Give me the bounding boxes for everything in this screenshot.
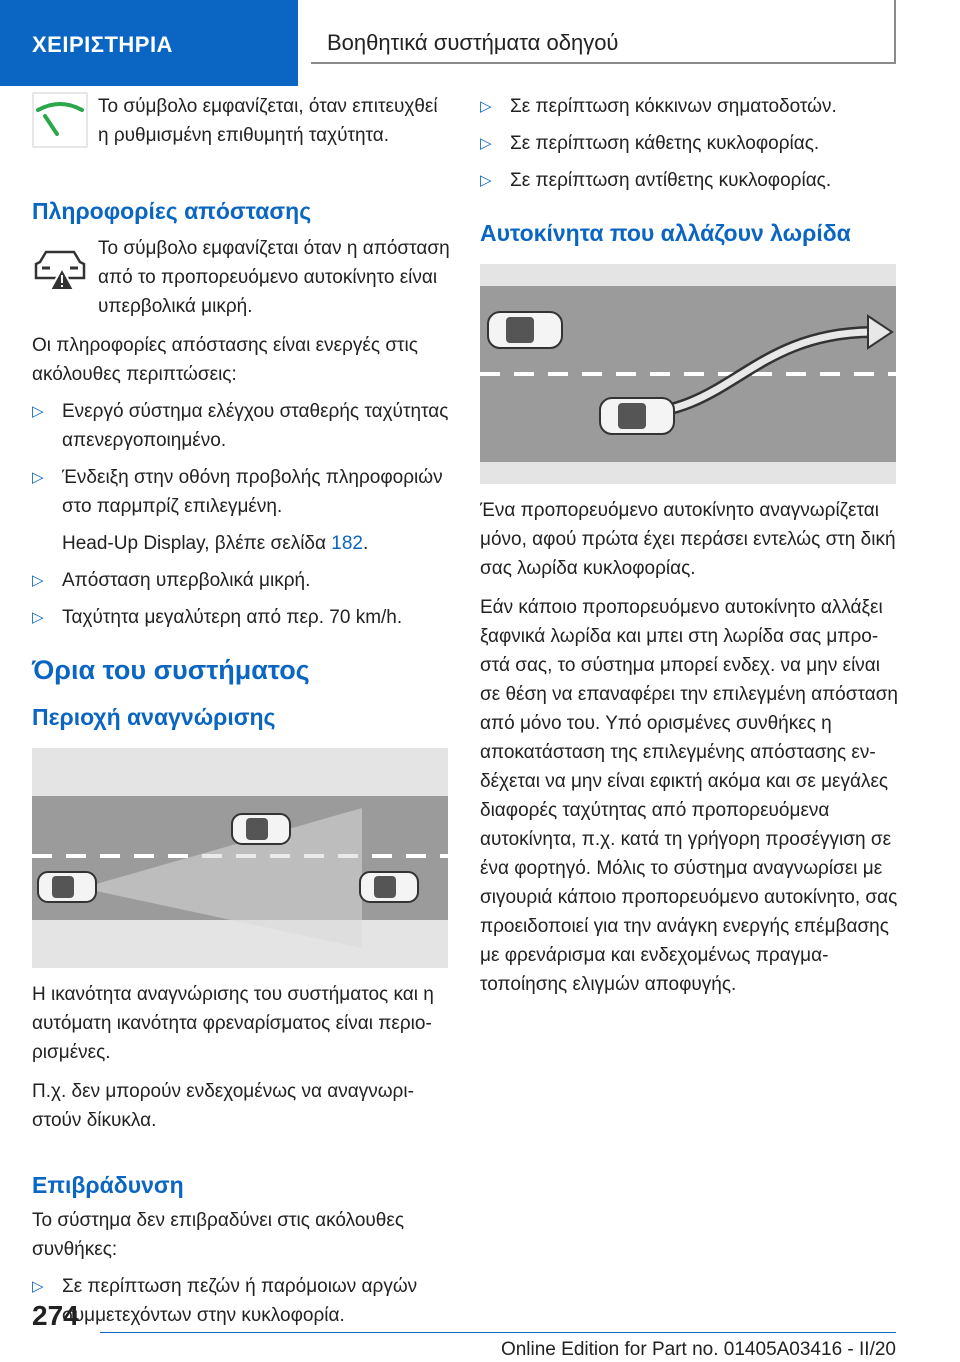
distance-info-text: Το σύμβολο εμφανίζεται όταν η απόσταση από το προπορευόμενο αυτοκίνητο είναι υπερβολικά μικρή. xyxy=(98,238,450,317)
triangle-bullet-icon: ▷ xyxy=(32,403,44,420)
list-item: ▷ Σε περίπτωση κάθετης κυκλοφορίας. xyxy=(480,129,898,158)
section-title: ΧΕΙΡΙΣΤΗΡΙΑ xyxy=(32,32,173,57)
detection-heading: Περιοχή αναγνώρισης xyxy=(32,704,276,730)
car-rear xyxy=(38,872,96,902)
triangle-bullet-icon: ▷ xyxy=(480,135,492,152)
list-item: ▷ Σε περίπτωση πεζών ή παρόμοιων αργών συμμετεχόντων στην κυκλοφορία. xyxy=(32,1272,450,1330)
speed-info-block xyxy=(32,92,450,157)
detection-text: Η ικανότητα αναγνώρισης του συστήματος και η αυτόματη ικανότητα φρεναρίσματος είναι περιορισμένες. xyxy=(32,984,434,1063)
page-link[interactable]: 182 xyxy=(331,533,363,554)
list-item: ▷ Ένδειξη στην οθόνη προβολής πληροφοριών στο παρμπρίζ επιλεγμένη. xyxy=(32,463,450,521)
triangle-bullet-icon: ▷ xyxy=(32,609,44,626)
car-front-right xyxy=(360,872,418,902)
section-tab xyxy=(0,0,298,86)
distance-heading: Πληροφορίες απόστασης xyxy=(32,198,312,224)
triangle-bullet-icon: ▷ xyxy=(480,98,492,115)
detection-text-2: Π.χ. δεν μπορούν ενδεχομένως να αναγνωριστούν δίκυκλα. xyxy=(32,1081,414,1131)
edition-note: Online Edition for Part no. 01405A03416 - II/20 xyxy=(500,1339,896,1360)
braking-heading: Επιβράδυνση xyxy=(32,1172,184,1198)
speed-info-text: Το σύμβολο εμφανίζεται, όταν επιτευχθεί η ρυθμισμένη επιθυμητή ταχύτητα. xyxy=(98,96,438,146)
page-number: 274 xyxy=(32,1300,79,1331)
triangle-bullet-icon: ▷ xyxy=(32,1278,44,1295)
list-item: ▷ Ενεργό σύστημα ελέγχου σταθερής ταχύτητας απενεργοποιημένο. xyxy=(32,397,450,455)
triangle-bullet-icon: ▷ xyxy=(32,469,44,486)
list-item: ▷ Σε περίπτωση αντίθετης κυκλοφορίας. xyxy=(480,166,898,195)
lane-change-text: Ένα προπορευόμενο αυτοκίνητο αναγνωρίζεται μόνο, αφού πρώτα έχει περάσει εντελώς στη δική σας λωρίδα κυκλοφορίας. xyxy=(480,500,896,579)
distance-active-text: Οι πληροφορίες απόστασης είναι ενεργές στις ακόλουθες περιπτώσεις: xyxy=(32,335,418,385)
lane-change-text-2: Εάν κάποιο προπορευόμενο αυτοκίνητο αλλάξει ξαφνικά λωρίδα και μπει στη λωρίδα σας μπροστά σας, το σύστημα μπορεί ενδεχ. να μην είναι σε θέση να επαναφέρει την επιλεγμένη απόσταση από μόνο του. Υπό ορισμένες συνθήκες η αποκατάσταση της επιλεγμένης απόστασης ενδέχεται να μην είναι εφικτή ακόμα και σε μεγάλες διαφορές ταχύτητας από προπορευόμενα αυτοκίνητα, π.χ. κατά τη γρήγορη προσέγγιση σε ένα φορτηγό. Μόλις το σύστημα αναγνωρίσει με σιγουριά κάποιο προπορευόμενο αυτοκίνητο, σας προειδοποιεί για την ανάγκη ενεργής επέμβασης με φρενάρισμα και ενδεχομένως πραγματοποίησης ελιγμών αποφυγής. xyxy=(480,597,898,995)
speed-reached-icon xyxy=(32,92,98,157)
list-item: ▷ Σε περίπτωση κόκκινων σηματοδοτών. xyxy=(480,92,898,121)
footer-divider xyxy=(100,1332,896,1333)
distance-info-block xyxy=(32,234,450,321)
car-ahead xyxy=(488,312,562,348)
detection-area-figure xyxy=(32,748,448,968)
hud-reference: Head-Up Display, βλέπε σελίδα 182. xyxy=(62,533,369,554)
chapter-header xyxy=(311,0,896,64)
left-column xyxy=(32,92,450,1330)
chapter-title: Βοηθητικά συστήματα οδηγού xyxy=(327,30,619,55)
limits-heading: Όρια του συστήματος xyxy=(32,655,310,685)
braking-text: Το σύστημα δεν επιβραδύνει στις ακόλουθες συνθήκες: xyxy=(32,1210,404,1260)
list-item: ▷ Απόσταση υπερβολικά μικρή. xyxy=(32,566,450,595)
triangle-bullet-icon: ▷ xyxy=(480,172,492,189)
car-merging xyxy=(600,398,674,434)
distance-warning-icon xyxy=(32,234,98,321)
right-column xyxy=(480,92,898,999)
list-item: ▷ Ταχύτητα μεγαλύτερη από περ. 70 km/h. xyxy=(32,603,450,632)
car-front-left xyxy=(232,814,290,844)
lane-change-figure xyxy=(480,264,896,484)
lane-change-heading: Αυτοκίνητα που αλλάζουν λωρίδα xyxy=(480,220,851,246)
triangle-bullet-icon: ▷ xyxy=(32,572,44,589)
